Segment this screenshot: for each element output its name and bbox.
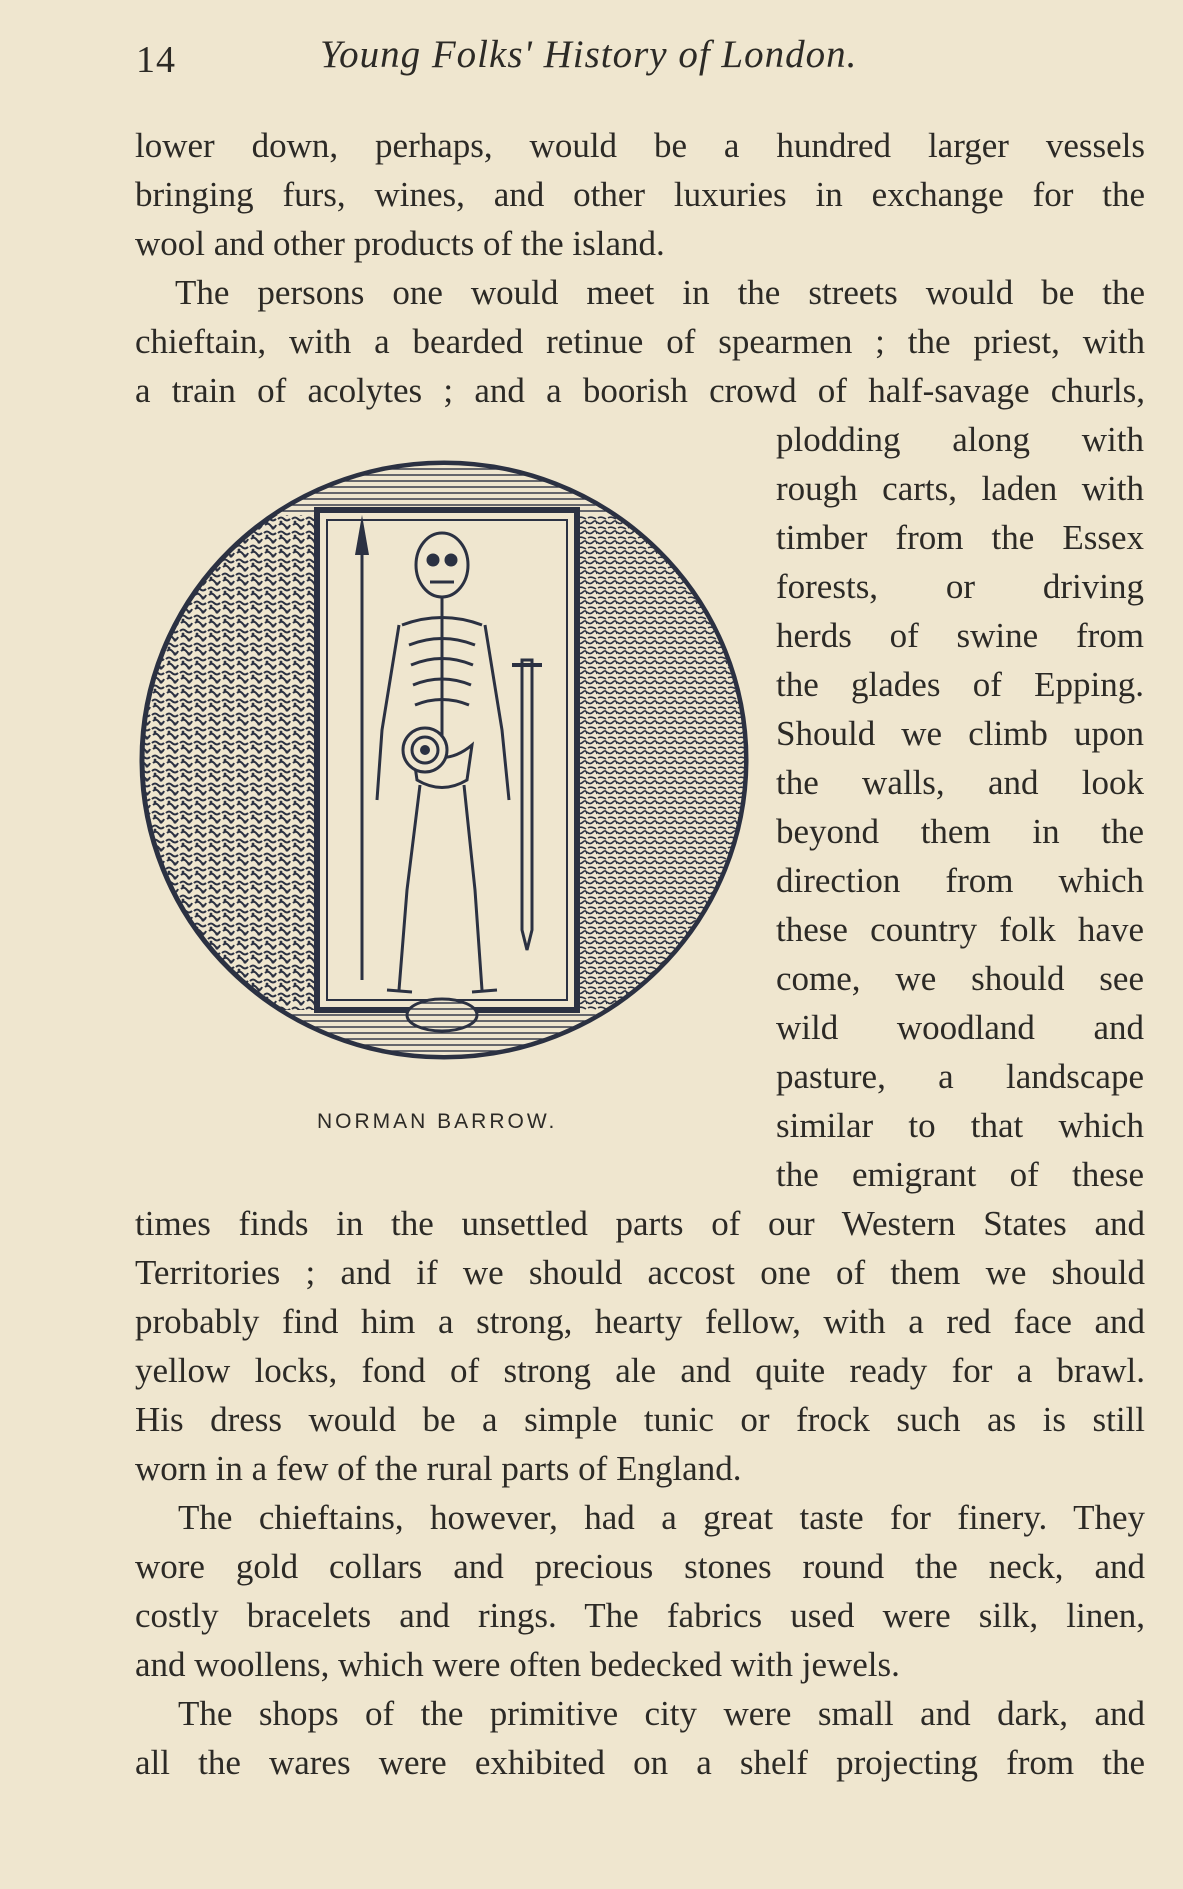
body-line: and woollens, which were often bedecked with jewels. — [135, 1645, 900, 1684]
body-line: the walls, and look — [776, 763, 1144, 802]
body-line: beyond them in the — [776, 812, 1144, 851]
body-line: The persons one would meet in the streets would be the — [175, 273, 1145, 312]
figure-norman-barrow — [137, 460, 752, 1133]
body-line: wild woodland and — [776, 1008, 1144, 1047]
body-line: His dress would be a simple tunic or frock such as is still — [135, 1400, 1145, 1439]
body-line: timber from the Essex — [776, 518, 1144, 557]
body-line: The shops of the primitive city were small and dark, and — [178, 1694, 1145, 1733]
skeleton-barrow-illustration — [137, 460, 752, 1060]
body-line: Territories ; and if we should accost one of them we should — [135, 1253, 1145, 1292]
body-line: times finds in the unsettled parts of our Western States and — [135, 1204, 1145, 1243]
running-title: Young Folks' History of London. — [320, 33, 858, 76]
body-line: costly bracelets and rings. The fabrics used were silk, linen, — [135, 1596, 1145, 1635]
body-line: wool and other products of the island. — [135, 224, 665, 263]
body-line: come, we should see — [776, 959, 1144, 998]
body-line: forests, or driving — [776, 567, 1144, 606]
body-line: the glades of Epping. — [776, 665, 1144, 704]
body-line: worn in a few of the rural parts of England. — [135, 1449, 742, 1488]
body-line: chieftain, with a bearded retinue of spearmen ; the priest, with — [135, 322, 1145, 361]
body-line: Should we climb upon — [776, 714, 1144, 753]
body-line: probably find him a strong, hearty fellow, with a red face and — [135, 1302, 1145, 1341]
body-line: herds of swine from — [776, 616, 1144, 655]
body-line: these country folk have — [776, 910, 1144, 949]
body-line: direction from which — [776, 861, 1144, 900]
body-line: similar to that which — [776, 1106, 1144, 1145]
body-line: all the wares were exhibited on a shelf projecting from the — [135, 1743, 1145, 1782]
body-line: the emigrant of these — [776, 1155, 1144, 1194]
body-line: The chieftains, however, had a great taste for finery. They — [178, 1498, 1145, 1537]
body-line: a train of acolytes ; and a boorish crowd of half-savage churls, — [135, 371, 1145, 410]
figure-caption: NORMAN BARROW. — [317, 1110, 558, 1133]
body-line: rough carts, laden with — [776, 469, 1144, 508]
body-line: wore gold collars and precious stones round the neck, and — [135, 1547, 1145, 1586]
body-line: pasture, a landscape — [776, 1057, 1144, 1096]
body-line: bringing furs, wines, and other luxuries in exchange for the — [135, 175, 1145, 214]
page-number: 14 — [136, 39, 176, 81]
body-line: yellow locks, fond of strong ale and quite ready for a brawl. — [135, 1351, 1145, 1390]
body-line: plodding along with — [776, 420, 1144, 459]
body-line: lower down, perhaps, would be a hundred larger vessels — [135, 126, 1145, 165]
page-header — [0, 28, 1183, 88]
